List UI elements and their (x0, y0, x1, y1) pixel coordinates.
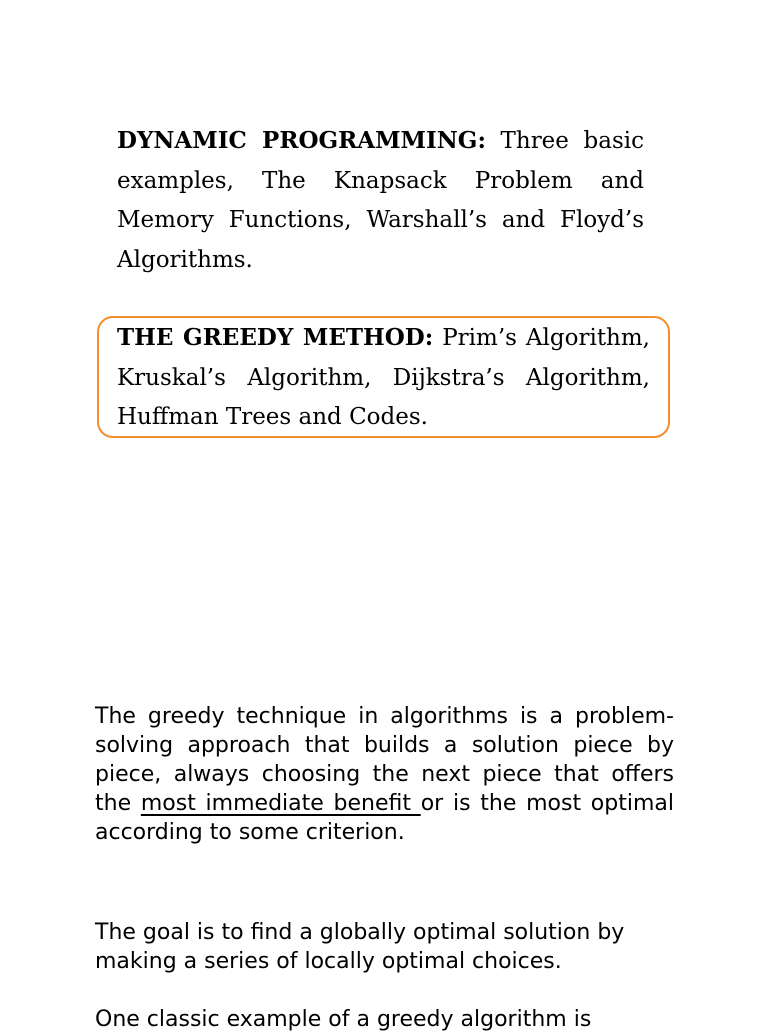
dynamic-programming-section (117, 121, 644, 280)
greedy-method-section (117, 318, 650, 438)
most-immediate-benefit-phrase: most immediate benefit (140, 791, 421, 816)
dynamic-programming-text: Three basic examples, The Knapsack Problem and Memory Functions, Warshall’s and Floyd’s Algorithms. (117, 128, 644, 273)
dynamic-programming-heading: DYNAMIC PROGRAMMING: (117, 127, 486, 154)
example-paragraph-partial: One classic example of a greedy algorithm is (95, 1007, 592, 1032)
greedy-method-heading: THE GREEDY METHOD: (117, 324, 434, 351)
greedy-technique-paragraph (95, 702, 674, 847)
goal-paragraph: The goal is to find a globally optimal solution by making a series of locally optimal choices. (95, 920, 625, 974)
paragraph1-before: The greedy technique in algorithms is a problem-solving approach that builds a solution piece by piece, always choosing the next piece that offers the (95, 704, 674, 816)
paragraph1-after: or is the most optimal according to some criterion. (95, 791, 674, 845)
greedy-method-text: Prim’s Algorithm, Kruskal’s Algorithm, Dijkstra’s Algorithm, Huffman Trees and Codes. (117, 325, 650, 430)
